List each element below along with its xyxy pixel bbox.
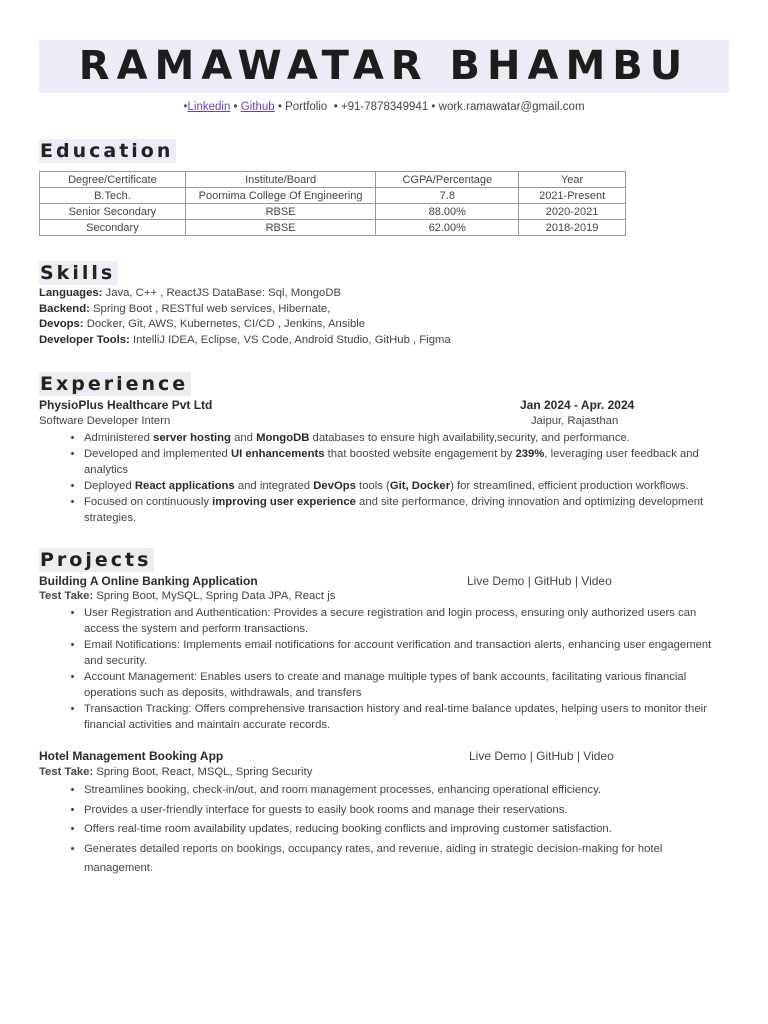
table-cell: 7.8 [376,188,519,204]
list-item: • Streamlines booking, check-in/out, and room management processes, enhancing operational efficiency. [84,781,704,801]
column-header: Year [519,172,626,188]
list-item: • Offers real-time room availability updates, reducing booking conflicts and improving customer satisfaction. [84,820,704,840]
text: and [230,432,257,444]
highlight: 239% [515,448,545,460]
highlight: DevOps [313,480,356,492]
tech-value: Spring Boot, MySQL, Spring Data JPA, React js [96,590,336,602]
table-cell: 62.00% [376,220,519,236]
highlight: improving user experience [212,496,356,508]
list-item [84,446,728,478]
skill-value: Docker, Git, AWS, Kubernetes, CI/CD , Jenkins, Ansible [86,318,366,330]
highlight: server hosting [153,432,231,444]
project-tech [39,766,312,778]
table-row [40,204,626,220]
list-item: • Transaction Tracking: Offers comprehensive transaction history and real-time balance updates, helping users to monitor their financial activities and maintain accurate records. [84,701,724,733]
section-title-projects: Projects [39,548,154,572]
candidate-name: RAMAWATAR BHAMBU [78,43,690,89]
table-cell: 2020-2021 [519,204,626,220]
highlight: MongoDB [256,432,310,444]
project-bullets [62,605,724,733]
contact-line [0,101,768,113]
skill-label: Backend: [39,302,90,315]
text: Deployed [84,480,135,492]
text: Administered [84,432,154,444]
tech-value: Spring Boot, React, MSQL, Spring Security [96,766,313,778]
text: that boosted website engagement by [324,448,516,460]
list-item [84,478,728,494]
list-item: • Generates detailed reports on bookings, occupancy rates, and revenue, aiding in strategic decision-making for hotel management. [84,840,704,879]
name-banner [39,40,729,93]
table-cell: 2021-Present [519,188,626,204]
section-title-skills: Skills [39,261,118,285]
bullet-separator: • [333,101,338,113]
section-title-experience: Experience [39,372,191,396]
table-row [40,220,626,236]
linkedin-link[interactable]: Linkedin [187,101,231,113]
table-cell: B.Tech. [40,188,186,204]
experience-bullets [62,430,728,526]
column-header: Institute/Board [185,172,376,188]
project-name: Hotel Management Booking App [39,749,224,763]
table-cell: RBSE [185,204,376,220]
table-cell: Senior Secondary [40,204,186,220]
text: ) for streamlined, efficient production workflows. [450,480,689,492]
project-name: Building A Online Banking Application [39,574,258,588]
project-bullets [62,781,704,879]
skill-label: Devops: [39,318,84,330]
text: tools ( [355,480,390,492]
job-role: Software Developer Intern [39,415,171,427]
text: databases to ensure high availability,security, and performance. [309,432,630,444]
text: and integrated [234,480,314,492]
project-links[interactable]: Live Demo | GitHub | Video [467,574,612,588]
text: , leveraging user feedback and analytics [84,448,699,476]
skill-row [39,317,451,333]
table-cell: RBSE [185,220,376,236]
skill-row [39,302,451,318]
highlight: React applications [134,480,235,492]
skill-value: Java, C++ , ReactJS DataBase: Sql, MongoDB [105,287,342,299]
portfolio-link[interactable]: Portfolio [285,101,328,113]
project-links[interactable]: Live Demo | GitHub | Video [469,749,614,763]
list-item [84,494,728,526]
table-cell: Poornima College Of Engineering [185,188,376,204]
skill-label: Languages: [39,287,103,299]
text: and site performance, driving innovation and optimizing development strategies. [84,496,704,524]
skill-row [39,333,451,349]
tech-label: Test Take: [39,590,94,602]
skills-list [39,286,451,348]
table-cell: Secondary [40,220,186,236]
experience-dates: Jan 2024 - Apr. 2024 [520,398,635,412]
table-row [40,188,626,204]
highlight: Git, Docker [389,480,451,492]
skill-row [39,286,451,302]
table-header-row [40,172,626,188]
text: Developed and implemented [84,448,231,460]
skill-value: IntelliJ IDEA, Eclipse, VS Code, Android Studio, GitHub , Figma [132,333,451,346]
section-title-education: Education [39,139,176,163]
email-address[interactable]: work.ramawatar@gmail.com [438,101,585,113]
bullet-separator: • [431,101,436,113]
github-link[interactable]: Github [240,101,275,113]
skill-label: Developer Tools: [39,333,130,346]
skill-value: Spring Boot , RESTful web services, Hibernate, [93,302,331,315]
job-location: Jaipur, Rajasthan [531,415,619,427]
list-item [84,430,728,446]
table-cell: 88.00% [376,204,519,220]
table-cell: 2018-2019 [519,220,626,236]
phone-number: +91-7878349941 [340,101,429,113]
bullet-separator: • [277,101,282,113]
column-header: CGPA/Percentage [376,172,519,188]
column-header: Degree/Certificate [40,172,186,188]
list-item: • Account Management: Enables users to create and manage multiple types of bank accounts, facilitating various financial operations such as deposits, withdrawals, and transfers [84,669,724,701]
highlight: UI enhancements [230,448,325,460]
education-table [39,171,626,236]
company-name: PhysioPlus Healthcare Pvt Ltd [39,398,213,412]
list-item: • Provides a user-friendly interface for guests to easily book rooms and manage their reservations. [84,801,704,821]
list-item: • User Registration and Authentication: Provides a secure registration and login process, ensuring only authorized users can access the system and perform transactions. [84,605,724,637]
list-item: • Email Notifications: Implements email notifications for account verification and transaction alerts, enhancing user engagement and security. [84,637,724,669]
bullet-separator: • [233,101,238,113]
text: Focused on continuously [84,496,213,508]
tech-label: Test Take: [39,766,94,778]
bullet-separator: • [183,101,188,113]
project-tech [39,590,335,602]
